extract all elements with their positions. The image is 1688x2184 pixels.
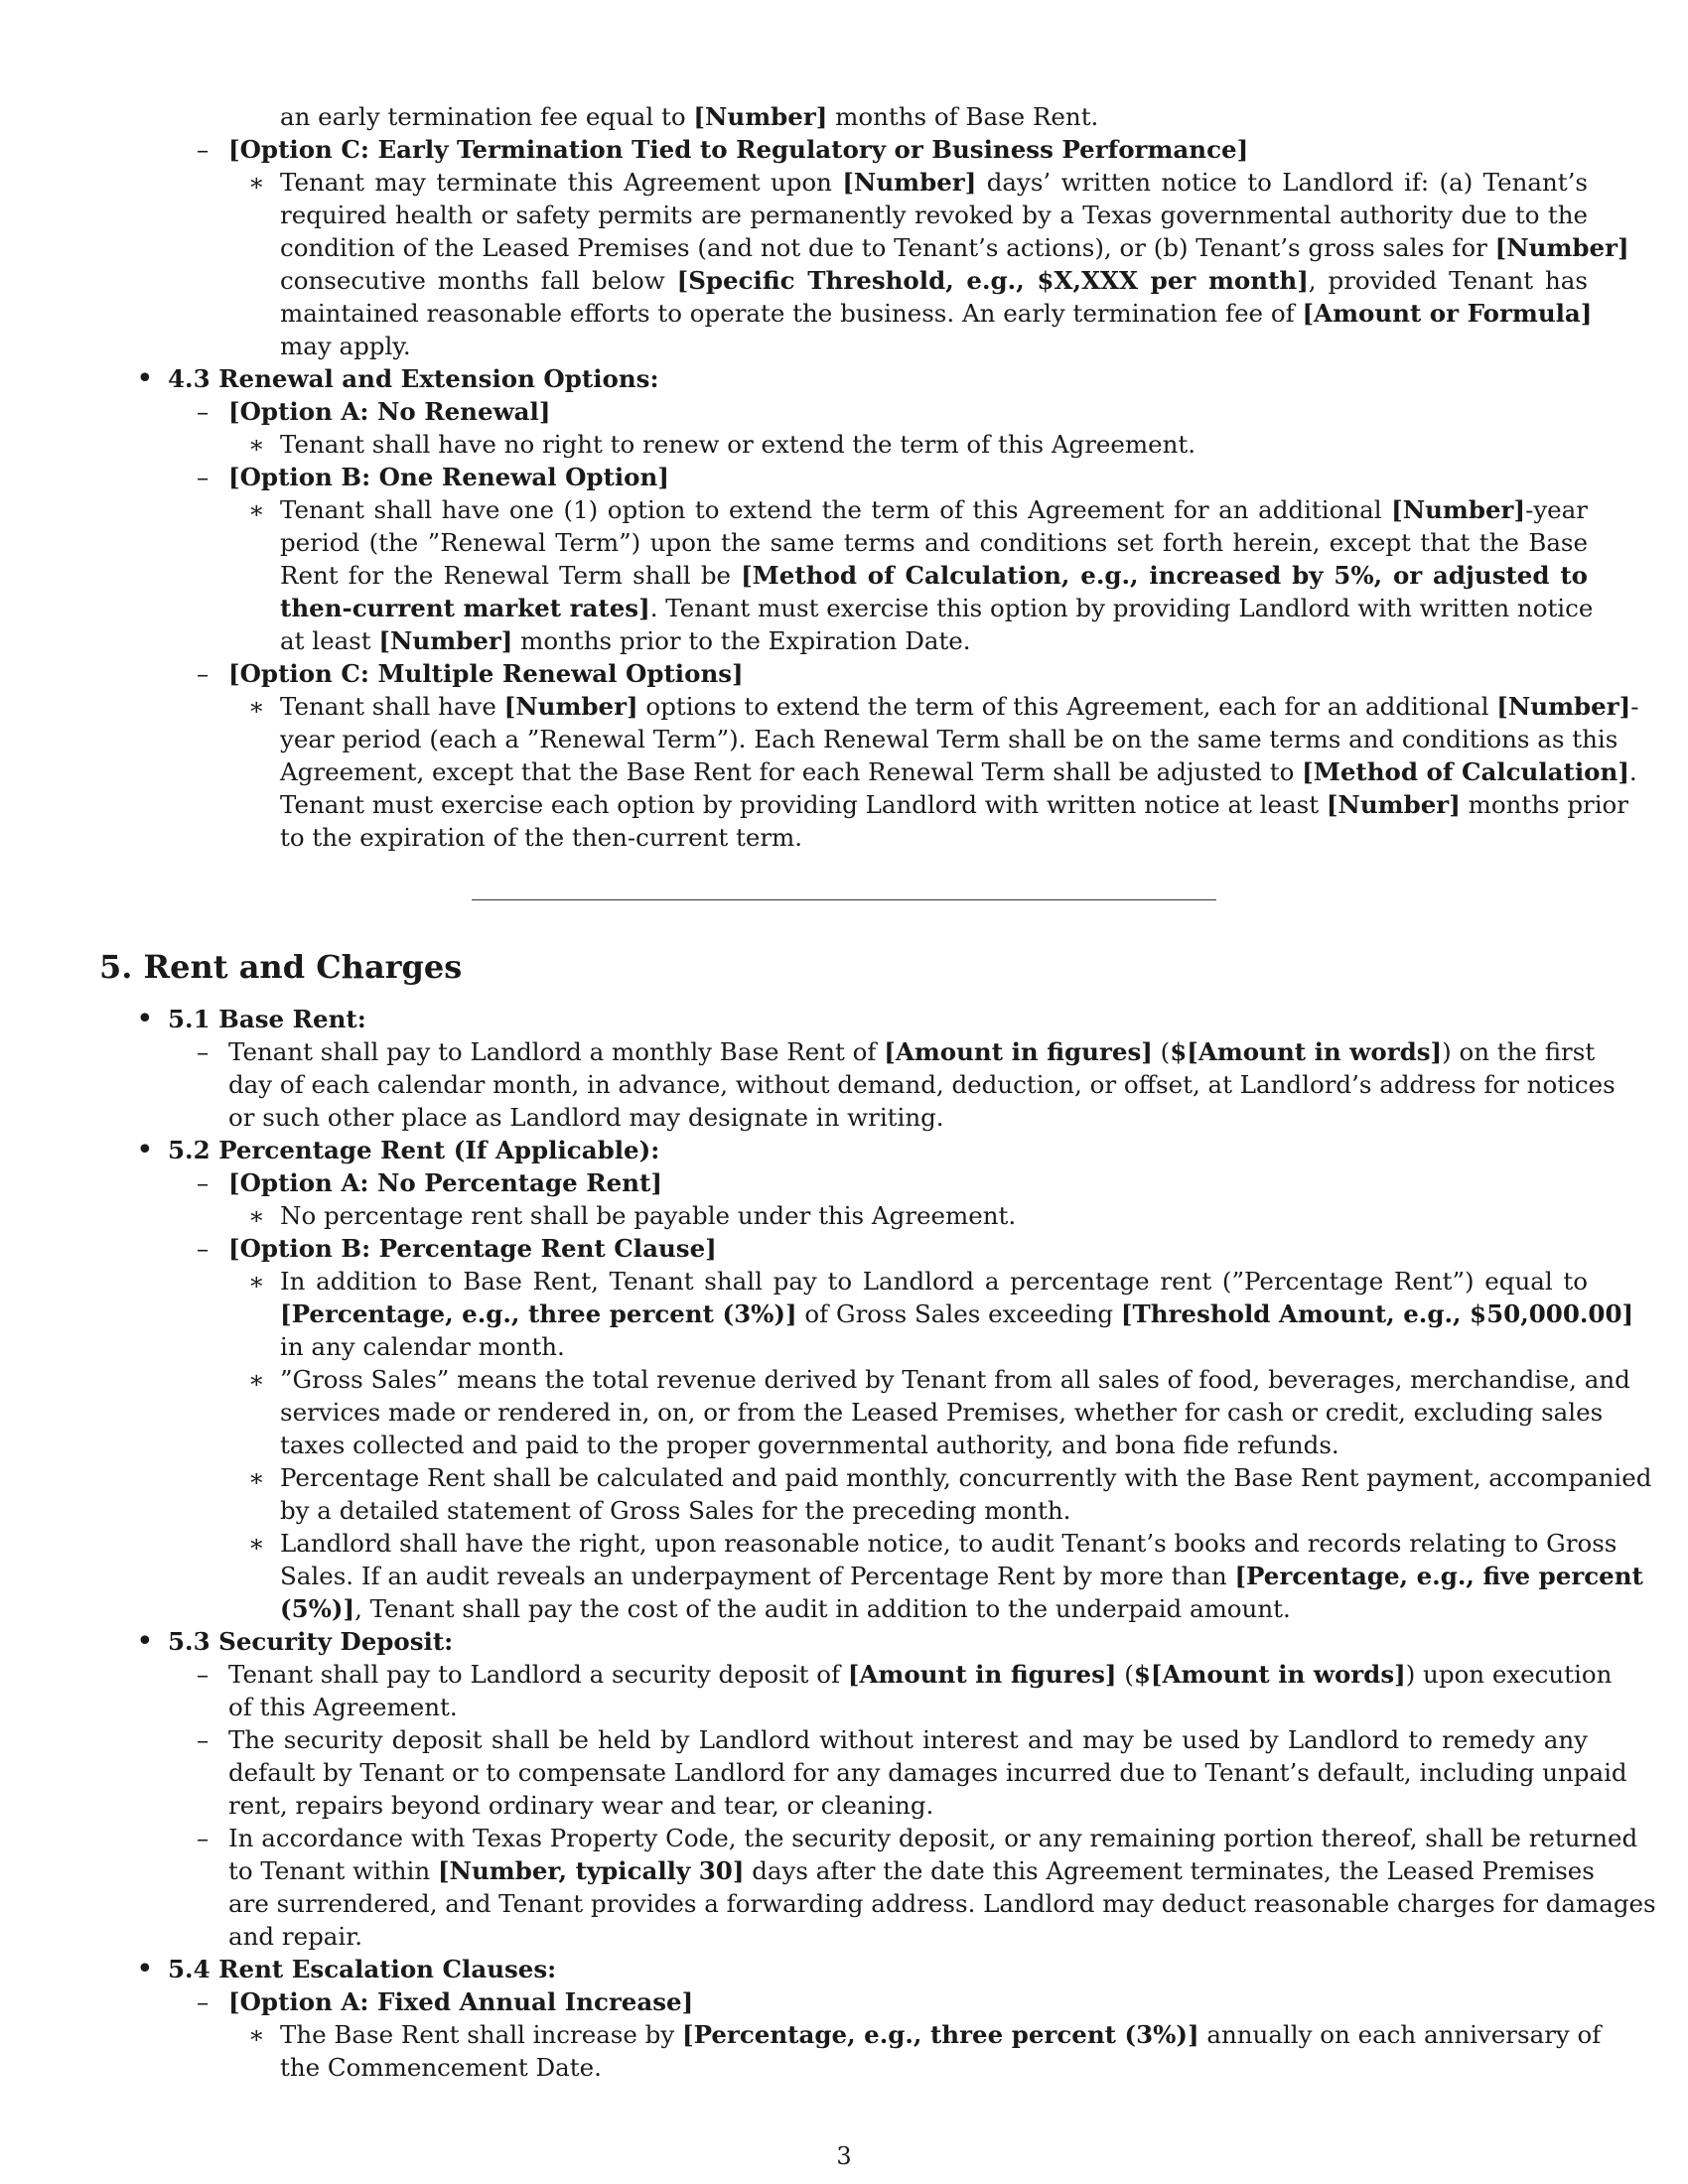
asterisk-marker: ∗ (248, 1463, 265, 1492)
asterisk-marker: ∗ (248, 495, 265, 524)
asterisk-marker: ∗ (248, 1267, 265, 1296)
dash-marker: – (197, 1987, 210, 2016)
asterisk-marker: ∗ (248, 692, 265, 721)
dash-marker: – (197, 1660, 210, 1689)
page-number: 3 (836, 2142, 852, 2170)
dash-marker: – (197, 1824, 210, 1852)
section-heading: 5. Rent and Charges (99, 948, 463, 986)
dash-marker: – (197, 463, 210, 491)
document-page: an early termination fee equal to [Number] months of Base Rent. – [Option C: Early Termination Tied to Regulatory or Business Performance] ∗ Tenant may terminate this Agreement upon [Number] days’ written notice to Landlord if: (a) Tenant’s required health or safety permits are permanently revoked by a Texas governmental authority due to the condition of the Leased Premises (and not due to Tenant’s actions), or (b) Tenant’s gross sales for [Number] consecutive months fall below [Specific Threshold, e.g., $X,XXX per month], provided Tenant has maintained reasonable efforts to operate the business. An early termination fee of [Amount or Formula] may apply. • 4.3 Renewal and Extension Options: – [Option A: No Renewal] ∗ Tenant shall have no right to renew or extend the term of this Agreement. – [Option B: One Renewal Option] ∗ Tenant shall have one (1) option to extend the term of this Agreement for an additional [Number]-year period (the ”Renewal Term”) upon the same terms and conditions set forth herein, except that the Base Rent for the Renewal Term shall be [Method of Calculation, e.g., increased by 5%, or adjusted to then-current market rates]. Tenant must exercise this option by providing Landlord with written notice at least [Number] months prior to the Expiration Date. – [Option C: Multiple Renewal Options] ∗ Tenant shall have [Number] options to extend the term of this Agreement, each for an additional [Number]- year period (each a ”Renewal Term”). Each Renewal Term shall be on the same terms and conditions as this Agreement, except that the Base Rent for each Renewal Term shall be adjusted to [Method of Calculation]. Tenant must exercise each option by providing Landlord with written notice at least [Number] months prior to the expiration of the then-current term. 5. Rent and Charges • 5.1 Base Rent: – Tenant shall pay to Landlord a monthly Base Rent of [Amount in figures] ($[Amount in words]) on the first day of each calendar month, in advance, without demand, deduction, or offset, at Landlord’s address for notices or such other place as Landlord may designate in writing. • 5.2 Percentage Rent (If Applicable): – [Option A: No Percentage Rent] ∗ No percentage rent shall be payable under this Agreement. – [Option B: Percentage Rent Clause] ∗ In addition to Base Rent, Tenant shall pay to Landlord a percentage rent (”Percentage Rent”) equal to [Percentage, e.g., three percent (3%)] of Gross Sales exceeding [Threshold Amount, e.g., $50,000.00] in any calendar month. ∗ ”Gross Sales” means the total revenue derived by Tenant from all sales of food, beverages, merchandise, and services made or rendered in, on, or from the Leased Premises, whether for cash or credit, excluding sales taxes collected and paid to the proper governmental authority, and bona fide refunds. ∗ Percentage Rent shall be calculated and paid monthly, concurrently with the Base Rent payment, accompanied by a detailed statement of Gross Sales for the preceding month. ∗ Landlord shall have the right, upon reasonable notice, to audit Tenant’s books and records relating to Gross Sales. If an audit reveals an underpayment of Percentage Rent by more than [Percentage, e.g., five percent (5%)], Tenant shall pay the cost of the audit in addition to the underpaid amount. • 5.3 Security Deposit: – Tenant shall pay to Landlord a security deposit of [Amount in figures] ($[Amount in words]) upon execution of this Agreement. – The security deposit shall be held by Landlord without interest and may be used by Landlord to remedy any default by Tenant or to compensate Landlord for any damages incurred due to Tenant’s default, including unpaid rent, repairs beyond ordinary wear and tear, or cleaning. – In accordance with Texas Property Code, the security deposit, or any remaining portion thereof, shall be returned to Tenant within [Number, typically 30] days after the date this Agreement terminates, the Leased Premises are surrendered, and Tenant provides a forwarding address. Landlord may deduct reasonable charges for damages and repair. • 5.4 Rent Escalation Clauses: – [Option A: Fixed Annual Increase] ∗ The Base Rent shall increase by [Percentage, e.g., three percent (3%)] annually on each anniversary of the Commencement Date. 3 (0, 0, 1688, 2184)
dash-marker: – (197, 397, 210, 426)
horizontal-divider (472, 899, 1216, 900)
dash-marker: – (197, 1168, 210, 1197)
asterisk-marker: ∗ (248, 1365, 265, 1394)
dash-marker: – (197, 659, 210, 688)
dash-marker: – (197, 135, 210, 164)
asterisk-marker: ∗ (248, 2020, 265, 2049)
dash-marker: – (197, 1037, 210, 1066)
bullet-marker: • (136, 1952, 154, 1986)
bullet-marker: • (136, 1002, 154, 1036)
asterisk-marker: ∗ (248, 430, 265, 459)
dash-marker: – (197, 1234, 210, 1263)
bullet-marker: • (136, 361, 154, 396)
asterisk-marker: ∗ (248, 1529, 265, 1558)
dash-marker: – (197, 1725, 210, 1754)
asterisk-marker: ∗ (248, 168, 265, 197)
bullet-marker: • (136, 1624, 154, 1659)
bullet-marker: • (136, 1133, 154, 1167)
asterisk-marker: ∗ (248, 1201, 265, 1230)
